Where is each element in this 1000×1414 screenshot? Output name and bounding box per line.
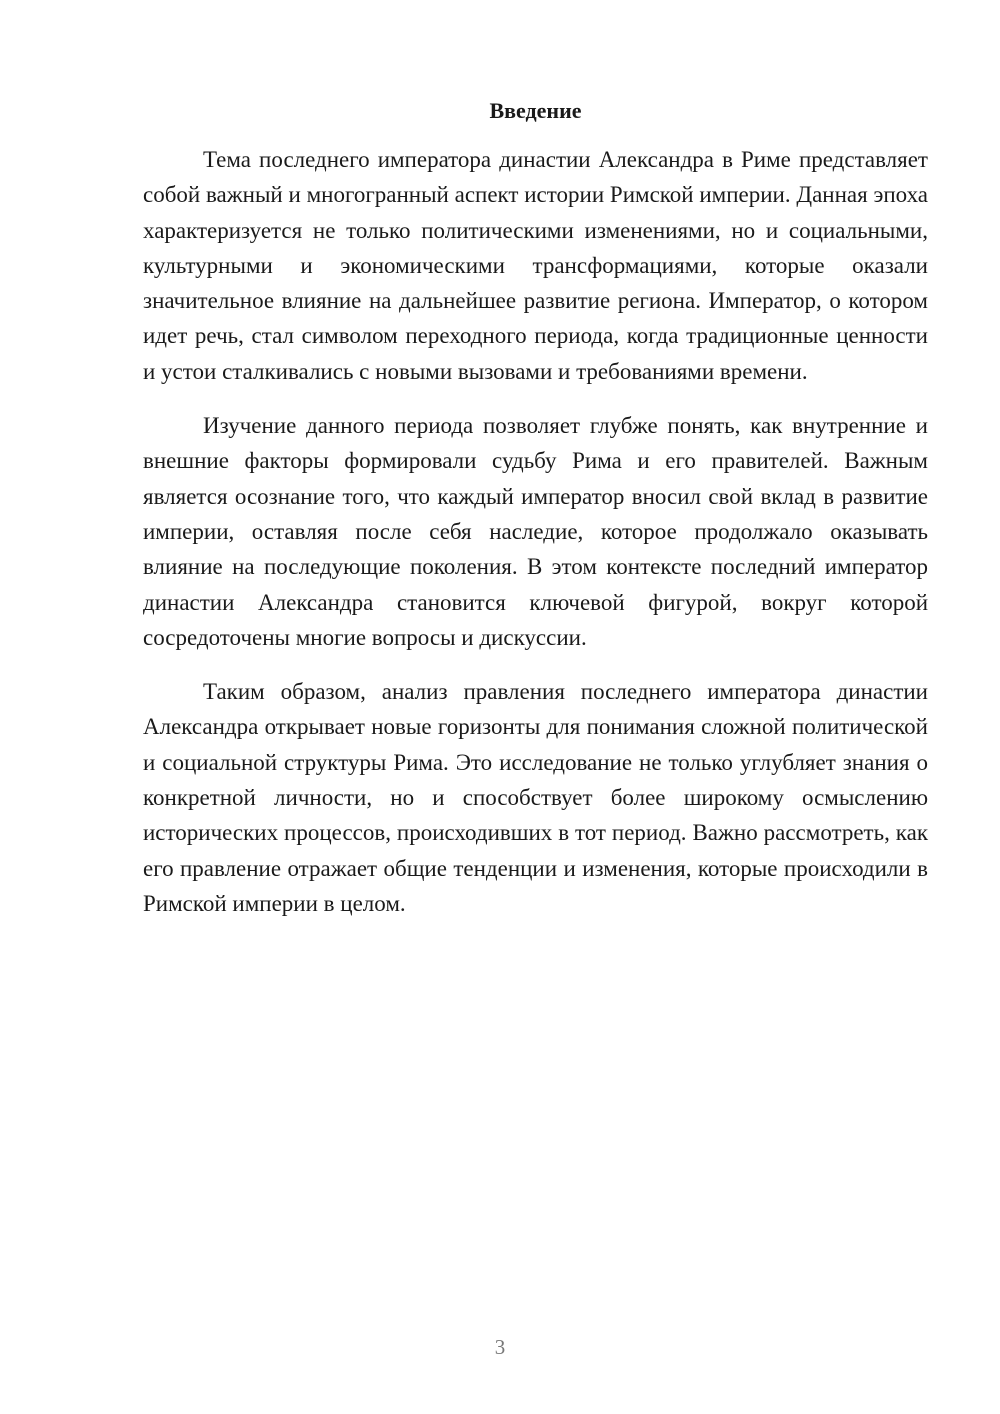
paragraph-1: Тема последнего императора династии Александра в Риме представляет собой важный и многогранный аспект истории Римской империи. Данная эпоха характеризуется не только политическими изменениями, но и социальными, культурными и экономическими трансформациями, которые оказали значительное влияние на дальнейшее развитие региона. Император, о котором идет речь, стал символом переходного периода, когда традиционные ценности и устои сталкивались с новыми вызовами и требованиями времени. <box>143 147 928 384</box>
page-content <box>143 96 928 940</box>
paragraph-3: Таким образом, анализ правления последнего императора династии Александра открывает новые горизонты для понимания сложной политической и социальной структуры Рима. Это исследование не только углубляет знания о конкретной личности, но и способствует более широкому осмыслению исторических процессов, происходивших в тот период. Важно рассмотреть, как его правление отражает общие тенденции и изменения, которые происходили в Римской империи в целом. <box>143 679 928 916</box>
paragraph-2: Изучение данного периода позволяет глубже понять, как внутренние и внешние факторы формировали судьбу Рима и его правителей. Важным является осознание того, что каждый император вносил свой вклад в развитие империи, оставляя после себя наследие, которое продолжало оказывать влияние на последующие поколения. В этом контексте последний император династии Александра становится ключевой фигурой, вокруг которой сосредоточены многие вопросы и дискуссии. <box>143 413 928 650</box>
page-number: 3 <box>494 1335 506 1359</box>
section-heading: Введение <box>489 98 582 123</box>
